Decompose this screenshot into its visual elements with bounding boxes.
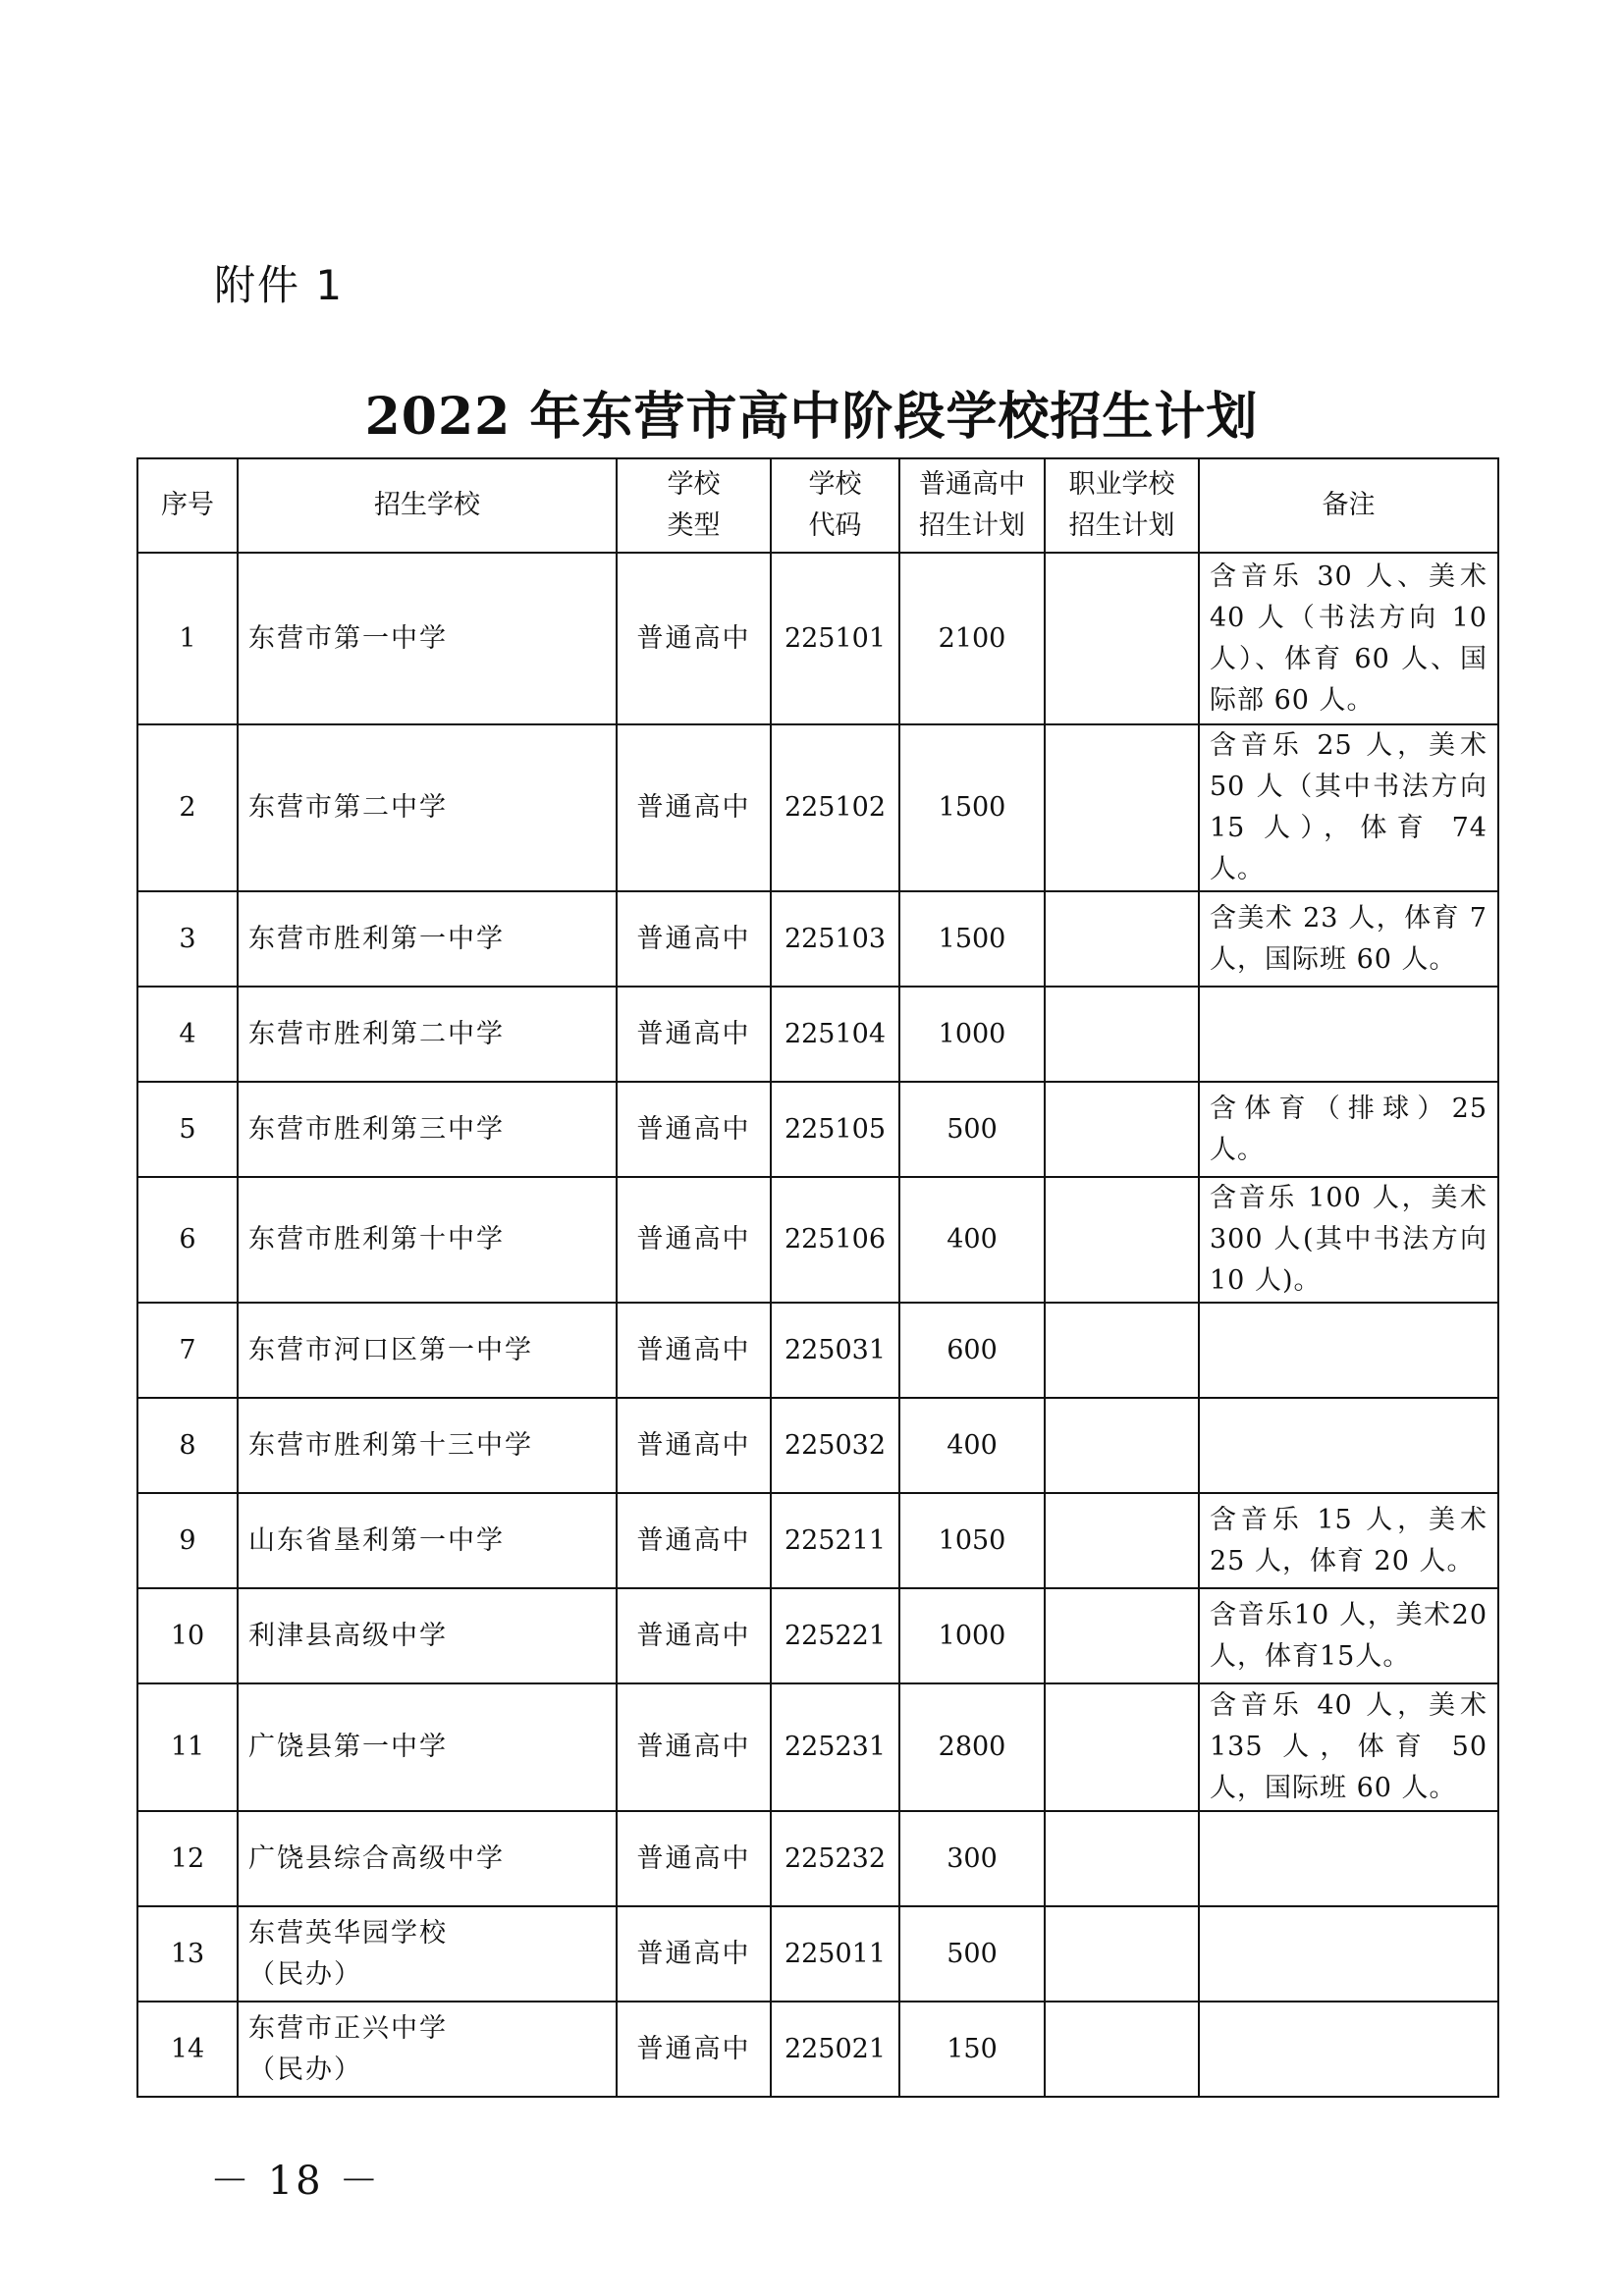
cell-school: 利津县高级中学 <box>238 1588 617 1683</box>
cell-note <box>1199 1303 1498 1398</box>
cell-school: 东营市河口区第一中学 <box>238 1303 617 1398</box>
cell-regular-plan: 2100 <box>899 553 1045 724</box>
cell-regular-plan: 1000 <box>899 987 1045 1082</box>
cell-regular-plan: 1500 <box>899 724 1045 891</box>
cell-vocational-plan <box>1045 553 1199 724</box>
cell-seq: 10 <box>137 1588 238 1683</box>
cell-regular-plan: 400 <box>899 1398 1045 1493</box>
attachment-label: 附件 1 <box>214 261 345 309</box>
cell-regular-plan: 500 <box>899 1082 1045 1177</box>
cell-regular-plan: 300 <box>899 1811 1045 1906</box>
cell-regular-plan: 150 <box>899 2002 1045 2097</box>
cell-vocational-plan <box>1045 1811 1199 1906</box>
cell-code: 225101 <box>771 553 899 724</box>
cell-type: 普通高中 <box>617 891 771 987</box>
cell-type: 普通高中 <box>617 2002 771 2097</box>
cell-type: 普通高中 <box>617 1177 771 1303</box>
cell-code: 225105 <box>771 1082 899 1177</box>
cell-seq: 7 <box>137 1303 238 1398</box>
cell-code: 225231 <box>771 1683 899 1811</box>
cell-vocational-plan <box>1045 1082 1199 1177</box>
cell-note <box>1199 987 1498 1082</box>
cell-type: 普通高中 <box>617 1683 771 1811</box>
cell-code: 225211 <box>771 1493 899 1588</box>
cell-school: 广饶县第一中学 <box>238 1683 617 1811</box>
header-regular-plan: 普通高中 招生计划 <box>899 458 1045 553</box>
cell-note <box>1199 1811 1498 1906</box>
cell-code: 225221 <box>771 1588 899 1683</box>
cell-vocational-plan <box>1045 2002 1199 2097</box>
table-row <box>137 1493 1498 1588</box>
cell-school: 东营市第一中学 <box>238 553 617 724</box>
cell-code: 225103 <box>771 891 899 987</box>
cell-note: 含美术 23 人，体育 7 人，国际班 60 人。 <box>1199 891 1498 987</box>
cell-note: 含音乐 30 人、美术 40 人（书法方向 10 人）、体育 60 人、国际部 60 人。 <box>1199 553 1498 724</box>
cell-school: 东营市胜利第十三中学 <box>238 1398 617 1493</box>
cell-regular-plan: 1000 <box>899 1588 1045 1683</box>
cell-seq: 2 <box>137 724 238 891</box>
cell-vocational-plan <box>1045 724 1199 891</box>
cell-vocational-plan <box>1045 1906 1199 2002</box>
cell-regular-plan: 2800 <box>899 1683 1045 1811</box>
cell-regular-plan: 500 <box>899 1906 1045 2002</box>
table-row <box>137 1811 1498 1906</box>
cell-type: 普通高中 <box>617 1588 771 1683</box>
table-row <box>137 1398 1498 1493</box>
cell-vocational-plan <box>1045 1588 1199 1683</box>
page-number: － 18 － <box>210 2159 382 2204</box>
cell-note: 含音乐 100 人，美术 300 人(其中书法方向 10 人)。 <box>1199 1177 1498 1303</box>
cell-note <box>1199 1398 1498 1493</box>
cell-school: 东营英华园学校 （民办） <box>238 1906 617 2002</box>
cell-vocational-plan <box>1045 1398 1199 1493</box>
cell-vocational-plan <box>1045 1303 1199 1398</box>
table-row <box>137 891 1498 987</box>
cell-seq: 5 <box>137 1082 238 1177</box>
cell-school: 东营市胜利第二中学 <box>238 987 617 1082</box>
cell-seq: 11 <box>137 1683 238 1811</box>
cell-seq: 13 <box>137 1906 238 2002</box>
cell-seq: 1 <box>137 553 238 724</box>
cell-note: 含音乐 40 人，美术 135 人，体育 50 人，国际班 60 人。 <box>1199 1683 1498 1811</box>
cell-seq: 8 <box>137 1398 238 1493</box>
table-row <box>137 553 1498 724</box>
header-vocational-plan: 职业学校 招生计划 <box>1045 458 1199 553</box>
cell-type: 普通高中 <box>617 1493 771 1588</box>
cell-seq: 6 <box>137 1177 238 1303</box>
cell-regular-plan: 400 <box>899 1177 1045 1303</box>
cell-regular-plan: 600 <box>899 1303 1045 1398</box>
cell-seq: 4 <box>137 987 238 1082</box>
document-title: 2022 年东营市高中阶段学校招生计划 <box>364 387 1259 447</box>
cell-note <box>1199 1906 1498 2002</box>
enrollment-plan-table <box>136 457 1499 2098</box>
cell-type: 普通高中 <box>617 1906 771 2002</box>
cell-vocational-plan <box>1045 987 1199 1082</box>
cell-type: 普通高中 <box>617 1398 771 1493</box>
cell-seq: 12 <box>137 1811 238 1906</box>
header-seq: 序号 <box>137 458 238 553</box>
cell-note: 含音乐 25 人，美术 50 人（其中书法方向 15 人），体育 74 人。 <box>1199 724 1498 891</box>
header-code: 学校 代码 <box>771 458 899 553</box>
cell-seq: 3 <box>137 891 238 987</box>
cell-code: 225031 <box>771 1303 899 1398</box>
cell-type: 普通高中 <box>617 724 771 891</box>
cell-vocational-plan <box>1045 1493 1199 1588</box>
cell-vocational-plan <box>1045 1177 1199 1303</box>
table-row <box>137 1906 1498 2002</box>
header-type: 学校 类型 <box>617 458 771 553</box>
header-school: 招生学校 <box>238 458 617 553</box>
table-row <box>137 724 1498 891</box>
cell-note: 含体育（排球）25 人。 <box>1199 1082 1498 1177</box>
cell-code: 225106 <box>771 1177 899 1303</box>
table-row <box>137 987 1498 1082</box>
cell-type: 普通高中 <box>617 987 771 1082</box>
cell-type: 普通高中 <box>617 553 771 724</box>
table-row <box>137 2002 1498 2097</box>
cell-school: 东营市胜利第一中学 <box>238 891 617 987</box>
cell-note: 含音乐 15 人，美术 25 人，体育 20 人。 <box>1199 1493 1498 1588</box>
cell-school: 东营市胜利第三中学 <box>238 1082 617 1177</box>
cell-code: 225232 <box>771 1811 899 1906</box>
cell-code: 225102 <box>771 724 899 891</box>
cell-regular-plan: 1050 <box>899 1493 1045 1588</box>
cell-regular-plan: 1500 <box>899 891 1045 987</box>
cell-note: 含音乐10 人，美术20 人，体育15人。 <box>1199 1588 1498 1683</box>
cell-vocational-plan <box>1045 1683 1199 1811</box>
cell-code: 225011 <box>771 1906 899 2002</box>
cell-school: 东营市第二中学 <box>238 724 617 891</box>
cell-seq: 14 <box>137 2002 238 2097</box>
cell-type: 普通高中 <box>617 1082 771 1177</box>
cell-type: 普通高中 <box>617 1811 771 1906</box>
cell-school: 东营市正兴中学 （民办） <box>238 2002 617 2097</box>
cell-vocational-plan <box>1045 891 1199 987</box>
cell-school: 山东省垦利第一中学 <box>238 1493 617 1588</box>
table-row <box>137 1082 1498 1177</box>
table-row <box>137 1588 1498 1683</box>
cell-school: 广饶县综合高级中学 <box>238 1811 617 1906</box>
cell-code: 225104 <box>771 987 899 1082</box>
table-row <box>137 1683 1498 1811</box>
cell-school: 东营市胜利第十中学 <box>238 1177 617 1303</box>
cell-code: 225032 <box>771 1398 899 1493</box>
header-row <box>137 458 1498 553</box>
cell-note <box>1199 2002 1498 2097</box>
table-row <box>137 1303 1498 1398</box>
header-note: 备注 <box>1199 458 1498 553</box>
table-row <box>137 1177 1498 1303</box>
cell-seq: 9 <box>137 1493 238 1588</box>
cell-code: 225021 <box>771 2002 899 2097</box>
cell-type: 普通高中 <box>617 1303 771 1398</box>
